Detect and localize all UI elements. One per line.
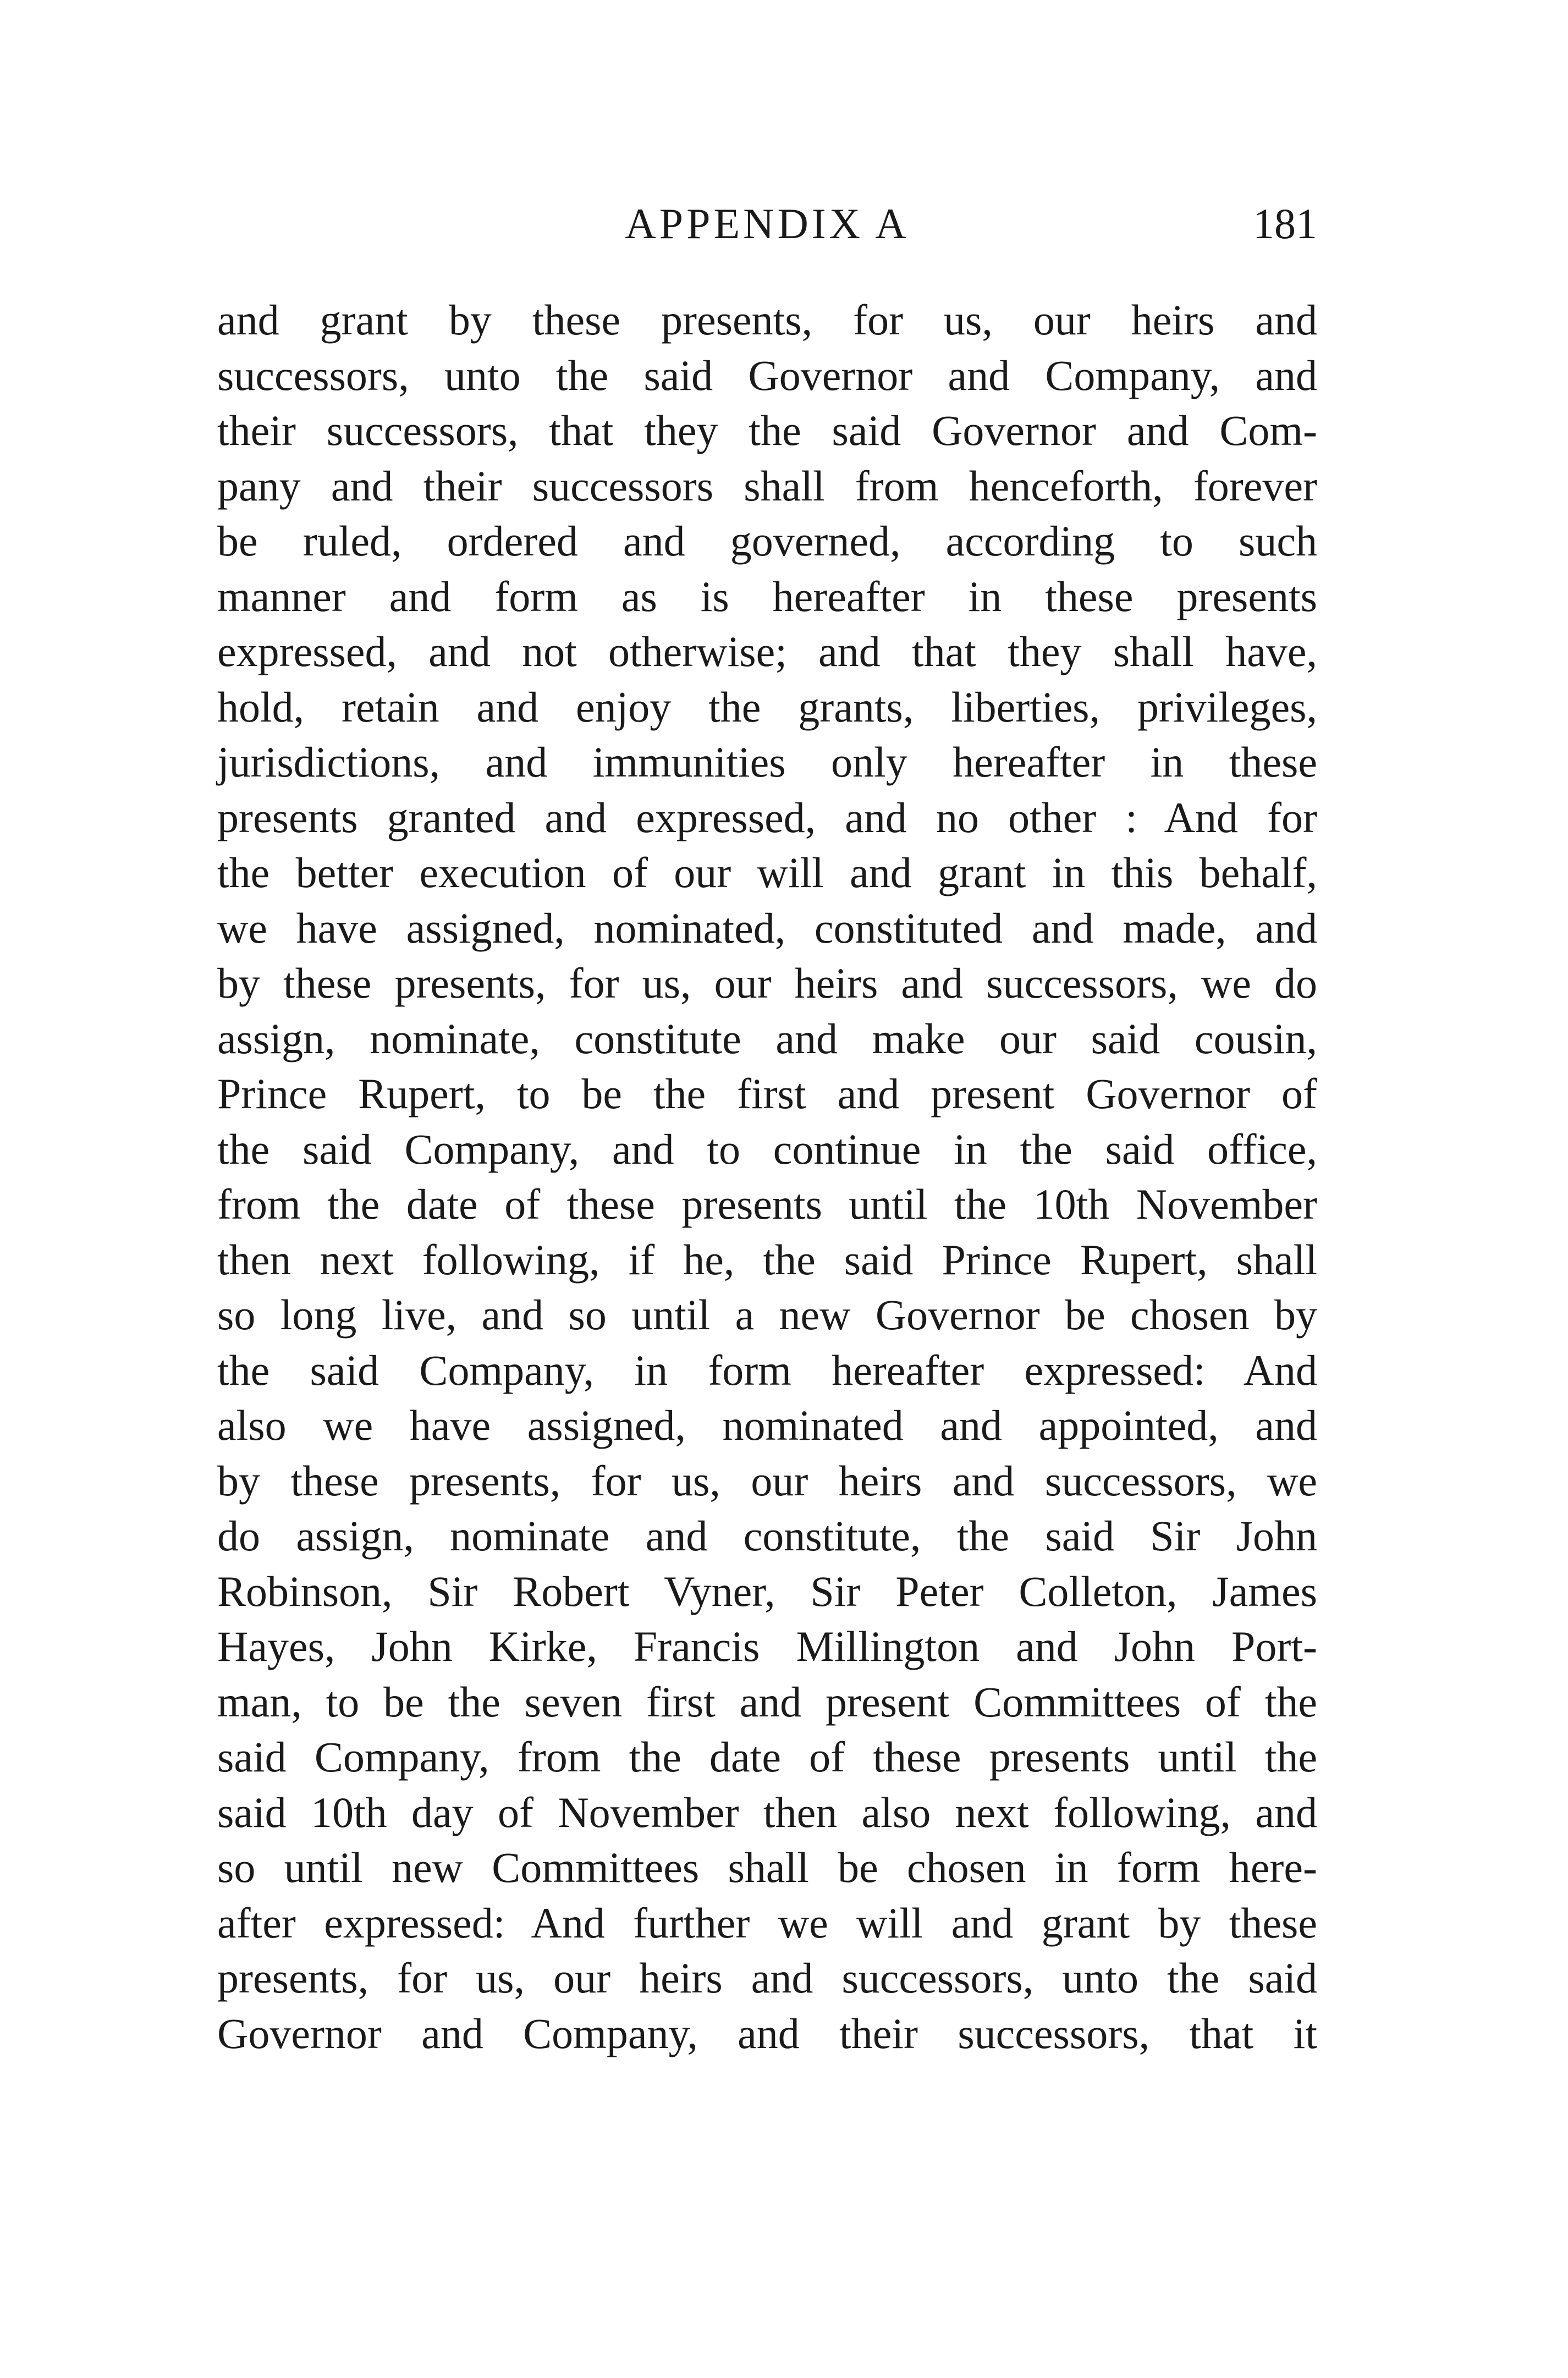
text-line: so long live, and so until a new Governor be chosen by	[217, 1291, 1317, 1339]
page-number: 181	[1253, 200, 1317, 247]
running-head	[217, 194, 1317, 254]
text-line: said Company, from the date of these presents until the	[217, 1733, 1317, 1781]
text-line: presents, for us, our heirs and successors, unto the said	[217, 1954, 1317, 2002]
text-line: the said Company, and to continue in the said office,	[217, 1125, 1317, 1173]
text-line: Prince Rupert, to be the first and present Governor of	[217, 1070, 1317, 1118]
text-line: assign, nominate, constitute and make our said cousin,	[217, 1014, 1317, 1063]
text-line: Robinson, Sir Robert Vyner, Sir Peter Colleton, James	[217, 1567, 1317, 1615]
text-line: presents granted and expressed, and no other : And for	[217, 793, 1317, 841]
text-line: the better execution of our will and grant in this behalf,	[217, 849, 1317, 896]
text-line: by these presents, for us, our heirs and successors, we do	[217, 959, 1317, 1007]
text-line: also we have assigned, nominated and appointed, and	[217, 1401, 1317, 1449]
body-text	[217, 293, 1317, 2061]
text-line: and grant by these presents, for us, our heirs and	[217, 296, 1317, 344]
text-line: pany and their successors shall from henceforth, forever	[217, 461, 1317, 510]
text-line: by these presents, for us, our heirs and successors, we	[217, 1456, 1317, 1505]
text-line: do assign, nominate and constitute, the said Sir John	[217, 1512, 1317, 1560]
text-line: manner and form as is hereafter in these presents	[217, 572, 1317, 620]
text-line: be ruled, ordered and governed, according to such	[217, 517, 1317, 565]
text-line: jurisdictions, and immunities only hereafter in these	[217, 738, 1317, 786]
text-line: hold, retain and enjoy the grants, liberties, privileges,	[217, 682, 1317, 731]
text-line: so until new Committees shall be chosen in form here-	[217, 1843, 1317, 1891]
text-line: their successors, that they the said Governor and Com-	[217, 406, 1317, 454]
text-line: after expressed: And further we will and grant by these	[217, 1898, 1317, 1947]
text-line: successors, unto the said Governor and Company, and	[217, 351, 1317, 399]
running-title: APPENDIX A	[625, 200, 910, 247]
text-line: from the date of these presents until the 10th November	[217, 1180, 1317, 1228]
text-line: man, to be the seven first and present Committees of the	[217, 1677, 1317, 1726]
text-line: said 10th day of November then also next following, and	[217, 1788, 1317, 1836]
text-line: we have assigned, nominated, constituted and made, and	[217, 904, 1317, 952]
text-line: the said Company, in form hereafter expressed: And	[217, 1346, 1317, 1394]
text-line: Hayes, John Kirke, Francis Millington and John Port-	[217, 1622, 1317, 1670]
text-line: then next following, if he, the said Prince Rupert, shall	[217, 1235, 1317, 1284]
text-line: Governor and Company, and their successors, that it	[217, 2009, 1317, 2057]
text-line: expressed, and not otherwise; and that they shall have,	[217, 627, 1317, 675]
